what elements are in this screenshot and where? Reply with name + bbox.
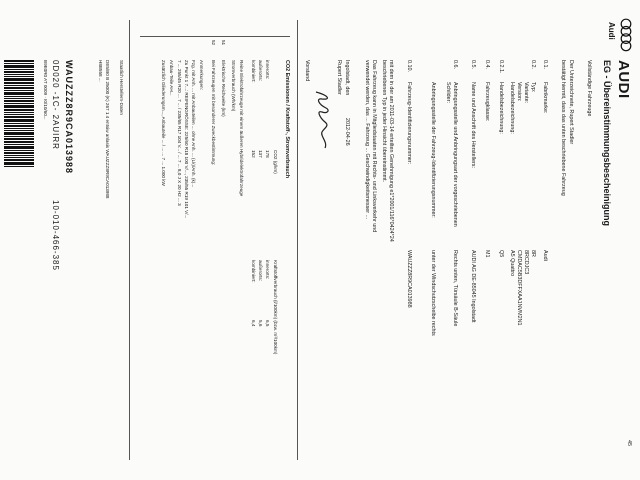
field-num: 0.2.1. — [498, 60, 504, 74]
field-label: Fabrikmarke: — [542, 82, 548, 114]
footer-line-1: DE5/B0 B 25000 (K) 267 1 4 entsiw anlasis WAUZZZ8R9CA013988 — [105, 60, 110, 199]
footer-line-2: H8B558 ... — [98, 60, 103, 82]
approval-line-4: verwendet werden, das ... Fahrzeug ... Geschwindigkeitsmesser ... — [364, 60, 370, 220]
field-num: 0.1. — [542, 60, 548, 69]
field-num: 0.5. — [470, 60, 476, 69]
co2-row-label: innerorts: — [265, 60, 270, 80]
intro-line-2: bestätigt hiermit, dass das unten beschriebene Fahrzeug — [560, 60, 566, 196]
field-num: 0.6. — [452, 60, 458, 69]
signatory-role: Vorstand — [304, 60, 310, 82]
audi-rings-logo — [620, 18, 632, 52]
code-large: 0D020 -1C- 2AUIRR — [51, 60, 60, 150]
signing-date: 2012-04-26 — [344, 118, 350, 146]
field-value: A5 Quattro — [509, 250, 515, 277]
approval-line-3: Das Fahrzeug kann in Mitgliedstaaten mit Rechts- und Linksverkehr und — [371, 60, 377, 233]
field-label: Fahrzeug-Identifizierungsnummer: — [406, 82, 412, 165]
fuel-row-value: 6,4 — [251, 320, 256, 327]
left-margin-rule — [140, 36, 290, 37]
fuel-row-label: kombiniert: — [251, 260, 256, 283]
item-52-number: 52 — [211, 40, 216, 46]
field-num: 0.2. — [530, 60, 536, 69]
item-50b-text: Stromverbrauch (Wh/km) — [231, 60, 236, 112]
fuel-row-label: innerorts: — [265, 260, 270, 280]
remark-line: 7 ... 255/45 R20 ... 7 ... / 235/65 R17 104 V... / ... 7 ... 8,0 J X 20 H2 ... 3 — [177, 60, 182, 206]
item-51-text: Elektrische Reichweite (km) — [221, 60, 226, 117]
footer-divider — [129, 20, 130, 460]
fuel-row-value: 5,6 — [258, 320, 263, 327]
field-num: 0.10. — [406, 60, 412, 72]
co2-heading: CO2 Emissionen / Kraftstoff-, Stromverbrauch — [284, 60, 290, 179]
field-value: Q5 — [498, 250, 504, 258]
vin-large: WAUZZZ8R9CA013988 — [64, 60, 74, 175]
field-value: Rechts unten, Türsäule B-Säule — [452, 250, 458, 327]
intro-line-1: Der Unterzeichnete, Rupert Stadler — [568, 60, 574, 145]
fuel-row-value: 6,5 — [265, 320, 270, 327]
field-value: WAUZZZ8R9CA013988 — [406, 250, 412, 308]
co2-row-value: 137 — [258, 150, 263, 158]
approval-line-2: beschriebenen Typ in jeder Hinsicht übereinstimmt. — [381, 60, 387, 183]
fuel-row-label: außerorts: — [258, 260, 263, 281]
signatory-name: Rupert Stadler — [336, 60, 342, 95]
field-label: Handelsbezeichnung: — [498, 82, 504, 134]
document-title: EG - Übereinstimmungsbescheinigung — [602, 60, 612, 227]
field-label: Typ: — [530, 82, 536, 93]
field-label: Handelsbezeichnung: — [509, 82, 515, 134]
page-number: 45 — [626, 440, 632, 446]
remark-line: Zu Punkt 1 7...: REIFENGRÖSSE: 225/60 R18 100 V/..., 235/55 R19 101 V/... — [184, 60, 189, 219]
footer-issuer: Staatlich Herstellern-Daten — [119, 60, 124, 115]
field-label: Version: — [516, 82, 522, 102]
field-label: Variante: — [523, 82, 529, 104]
field-value: M1 — [484, 250, 490, 258]
field-label: Anbringungsstelle und Anbringungsart der vorgeschriebenen Schilder: — [445, 82, 458, 227]
field-value: 8RCDJC3 — [523, 250, 529, 275]
audi-logo-text: Audi — [607, 22, 616, 40]
remark-line: Fzg. mit Anh. ... mit Anbauteilen ... ohne Anh. ... (Lk)/Anh. (k)... — [191, 60, 196, 188]
co2-row-label: außerorts: — [258, 60, 263, 81]
co2-row-value: 152 — [251, 150, 256, 158]
remark-extra: Anbau-Teile AH... — [169, 60, 174, 96]
section-divider — [297, 20, 298, 460]
co2-row-value: 178 — [265, 150, 270, 158]
field-label: Name und Anschrift des Herstellers: — [470, 82, 476, 168]
handwritten-signature — [312, 90, 334, 150]
field-value: unter der Windschutzscheibe rechts — [430, 250, 436, 336]
field-label: Fahrzeugklasse: — [484, 82, 490, 122]
field-value: CMDAC5B3DFFXAA1NVM2N1 — [516, 250, 522, 326]
field-label: Anbringungsstelle der Fahrzeug-Identifizierungsnummer: — [430, 82, 436, 218]
signing-place: Ingolstadt, den — [344, 60, 350, 96]
footer-small-line: B9E0R0 AT 0009 · I0/10/60... — [43, 60, 48, 120]
field-value: AUDI AG DE-85045 Ingolstadt — [470, 250, 476, 323]
code-right: 10-010-466-385 — [51, 200, 60, 271]
document-subtitle: Vollständige Fahrzeuge — [586, 60, 592, 117]
barcode — [4, 60, 34, 168]
item-51-number: 51 — [221, 40, 226, 46]
fuel-unit-label: Kraftstoffverbrauch (l/100km) (bzw. m³/100km) — [273, 260, 278, 355]
audi-brand-text: AUDI — [615, 60, 632, 99]
approval-line-1: mit dem in der am 2011-03-14 erteilten Genehmigung e1*2001/116*0424*24 — [388, 60, 394, 242]
remarks-heading: Anmerkungen: — [199, 60, 204, 90]
item-50-text: Reine Elektrofahrzeuge mit einem äußeren Hybridelektrofahrzeuge — [239, 60, 244, 197]
item-52-text: Bei Fahrzeugen mit besonderer Zweckbestimmung: — [211, 60, 216, 166]
additional-info: Zusätzlich Gliederungsm..., Anbauteile ... / ... ... 7 ... 1.000 kW — [161, 60, 166, 186]
co2-unit-label: CO2 (g/km) — [273, 150, 278, 174]
field-value: Audi — [542, 250, 548, 261]
co2-row-label: kombiniert: — [251, 60, 256, 83]
field-num: 0.4. — [484, 60, 490, 69]
field-value: 8R — [530, 250, 536, 257]
